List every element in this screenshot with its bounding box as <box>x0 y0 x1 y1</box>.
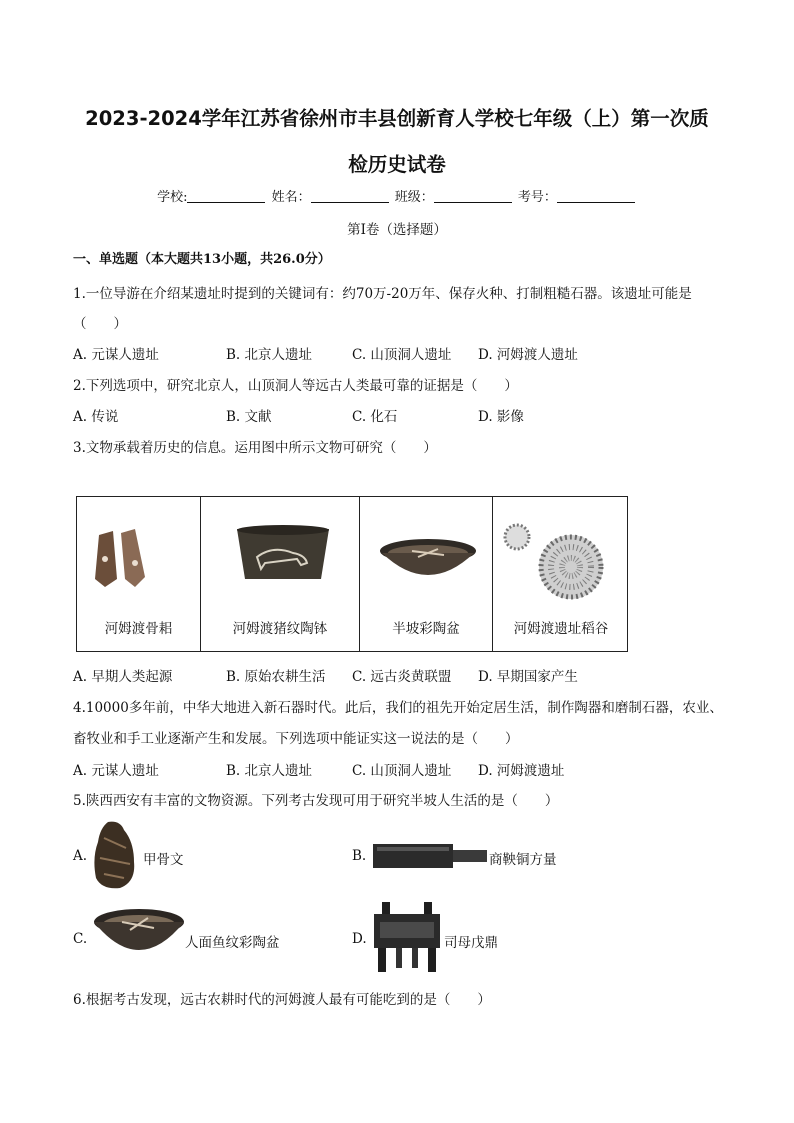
q2-stem: 2.下列选项中，研究北京人，山顶洞人等远古人类最可靠的证据是（ ） <box>73 378 518 394</box>
student-info-line <box>0 186 794 205</box>
q3-option-b[interactable]: B. 原始农耕生活 <box>226 669 326 685</box>
q2-option-c[interactable]: C. 化石 <box>352 409 398 425</box>
q5-option-b-letter[interactable]: B. <box>352 848 367 864</box>
artifact-caption-3: 半坡彩陶盆 <box>392 621 460 637</box>
artifact-caption-2: 河姆渡猪纹陶钵 <box>232 621 328 637</box>
q3-artifact-table <box>76 496 628 652</box>
q4-stem-line-2: 畜牧业和手工业逐渐产生和发展。下列选项中能证实这一说法的是（ ） <box>73 731 519 747</box>
q1-stem-line-1: 1.一位导游在介绍某遗址时提到的关键词有：约70万-20万年、保存火种、打制粗糙石器。该遗址可能是 <box>73 286 692 302</box>
volume-heading: 第I卷（选择题） <box>347 222 447 238</box>
q1-option-c[interactable]: C. 山顶洞人遗址 <box>352 347 452 363</box>
q5-option-a-letter[interactable]: A. <box>73 848 88 864</box>
artifact-caption-4: 河姆渡遗址稻谷 <box>513 621 609 637</box>
painted-basin-image <box>378 537 478 587</box>
school-label: 学校: <box>157 190 188 205</box>
school-blank[interactable] <box>187 190 265 203</box>
q5-option-c-letter[interactable]: C. <box>73 931 88 947</box>
q5-option-b-text[interactable]: 商鞅铜方量 <box>489 852 557 868</box>
name-blank[interactable] <box>311 190 389 203</box>
artifact-cell-bone-spade <box>77 497 201 651</box>
q2-option-d[interactable]: D. 影像 <box>478 409 524 425</box>
q5-option-d-letter[interactable]: D. <box>352 931 367 947</box>
q5-option-c-text[interactable]: 人面鱼纹彩陶盆 <box>185 935 280 951</box>
title-line-1: 2023-2024学年江苏省徐州市丰县创新育人学校七年级（上）第一次质 <box>85 107 709 130</box>
artifact-cell-rice-grains <box>493 497 629 651</box>
exam-title <box>60 96 734 188</box>
q4-stem-line-1: 4.10000多年前，中华大地进入新石器时代。此后，我们的祖先开始定居生活，制作陶器和磨制石器，农业、 <box>73 700 723 716</box>
pig-bowl-image <box>235 523 331 587</box>
q1-stem-line-2: （ ） <box>73 316 127 332</box>
section-heading-text: 一、单选题（本大题共13小题，共26.0分） <box>73 252 331 267</box>
bronze-measure-image <box>371 838 489 872</box>
q4-option-b[interactable]: B. 北京人遗址 <box>226 763 313 779</box>
q4-option-a[interactable]: A. 元谋人遗址 <box>73 763 159 779</box>
q6-stem: 6.根据考古发现，远古农耕时代的河姆渡人最有可能吃到的是（ ） <box>73 992 491 1008</box>
exam-number-label: 考号： <box>517 190 557 205</box>
class-label: 班级： <box>394 190 434 205</box>
oracle-bone-image <box>90 818 140 892</box>
bone-spade-image <box>91 527 151 597</box>
simuwu-ding-image <box>370 900 444 974</box>
artifact-cell-painted-basin <box>360 497 493 651</box>
q5-option-d-text[interactable]: 司母戊鼎 <box>444 935 498 951</box>
rice-grains-image <box>501 521 621 601</box>
q1-option-d[interactable]: D. 河姆渡人遗址 <box>478 347 578 363</box>
artifact-caption-1: 河姆渡骨耜 <box>104 621 173 637</box>
section-heading <box>73 248 331 267</box>
q1-option-a[interactable]: A. 元谋人遗址 <box>73 347 159 363</box>
q3-option-a[interactable]: A. 早期人类起源 <box>73 669 173 685</box>
q5-option-a-text[interactable]: 甲骨文 <box>143 852 184 868</box>
q3-stem: 3.文物承载着历史的信息。运用图中所示文物可研究（ ） <box>73 440 437 456</box>
class-blank[interactable] <box>434 190 512 203</box>
q3-option-d[interactable]: D. 早期国家产生 <box>478 669 578 685</box>
q5-stem: 5.陕西西安有丰富的文物资源。下列考古发现可用于研究半坡人生活的是（ ） <box>73 793 559 809</box>
q3-option-c[interactable]: C. 远古炎黄联盟 <box>352 669 452 685</box>
q1-option-b[interactable]: B. 北京人遗址 <box>226 347 313 363</box>
title-line-2: 检历史试卷 <box>348 153 446 176</box>
face-fish-basin-image <box>92 906 186 966</box>
artifact-cell-pig-bowl <box>201 497 360 651</box>
exam-number-blank[interactable] <box>557 190 635 203</box>
name-label: 姓名： <box>271 190 311 205</box>
q2-option-a[interactable]: A. 传说 <box>73 409 119 425</box>
q2-option-b[interactable]: B. 文献 <box>226 409 272 425</box>
q4-option-d[interactable]: D. 河姆渡遗址 <box>478 763 565 779</box>
q4-option-c[interactable]: C. 山顶洞人遗址 <box>352 763 452 779</box>
